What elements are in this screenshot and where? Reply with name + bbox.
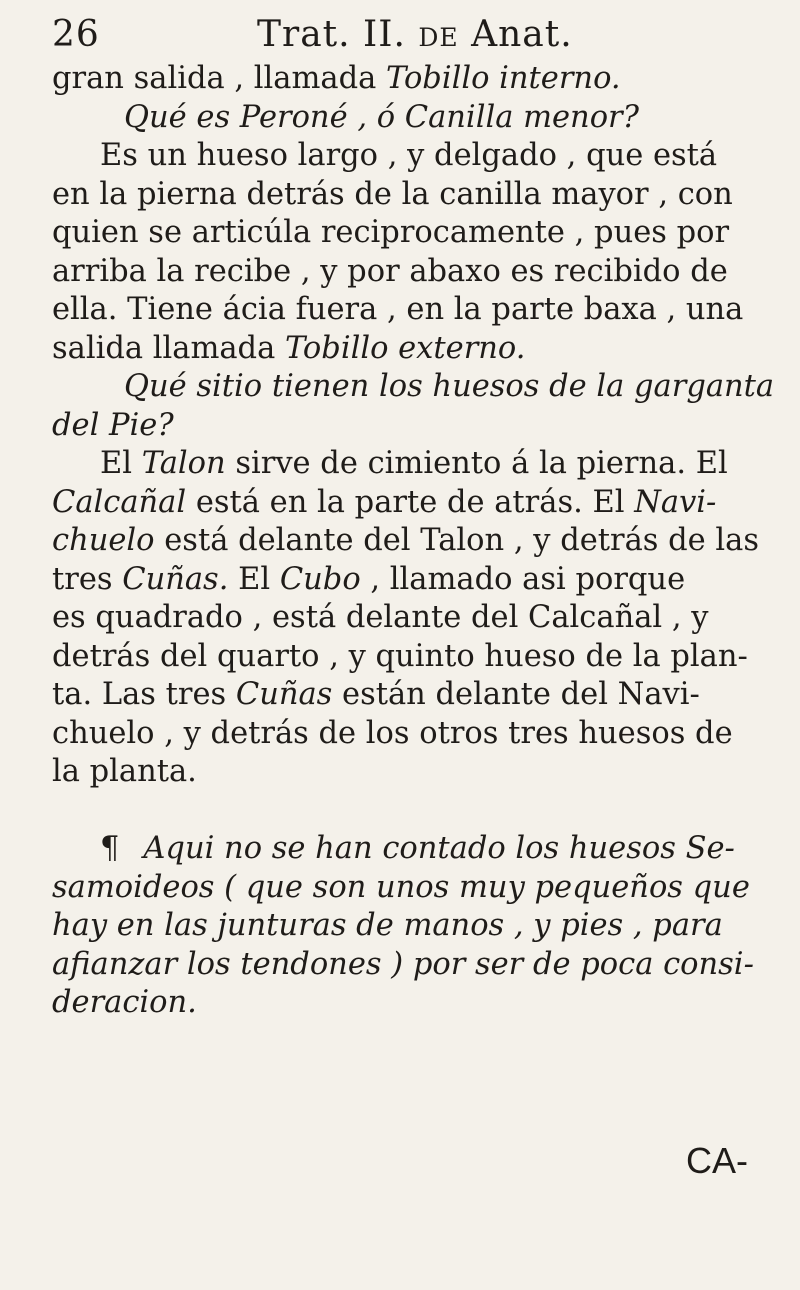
text-line: ella. Tiene ácia fuera , en la parte baxa , una <box>52 292 744 327</box>
text-line: ta. Las tres Cuñas están delante del Navi- <box>52 677 700 712</box>
question-heading: Qué es Peroné , ó Canilla menor? <box>124 99 639 135</box>
catchword: CA- <box>686 1140 748 1181</box>
text-line: El Talon sirve de cimiento á la pierna. El <box>100 446 728 481</box>
page-number: 26 <box>52 14 100 55</box>
note-line: hay en las junturas de manos , y pies , para <box>52 908 723 943</box>
text-line: salida llamada Tobillo externo. <box>52 330 526 366</box>
question-heading: Qué sitio tienen los huesos de la garganta <box>124 369 775 404</box>
question-heading-cont: del Pie? <box>52 407 174 443</box>
running-title: Trat. II. de Anat. <box>257 14 573 55</box>
note-line: samoideos ( que son unos muy pequeños que <box>52 869 750 905</box>
text-line: arriba la recibe , y por abaxo es recibido de <box>52 253 728 289</box>
text-line: detrás del quarto , y quinto hueso de la plan- <box>52 638 748 674</box>
text-line: quien se articúla reciprocamente , pues por <box>52 215 730 250</box>
page-header <box>52 14 752 58</box>
text-line: chuelo , y detrás de los otros tres huesos de <box>52 715 733 751</box>
text-line: tres Cuñas. El Cubo , llamado asi porque <box>52 561 686 597</box>
pilcrow-icon: ¶ <box>100 831 120 866</box>
text-line: la planta. <box>52 754 197 789</box>
paragraph-gap <box>52 792 752 831</box>
note-line: afianzar los tendones ) por ser de poca consi- <box>52 946 754 982</box>
text-line: Calcañal está en la parte de atrás. El Navi- <box>52 484 717 520</box>
text-line: chuelo está delante del Talon , y detrás de las <box>52 523 759 558</box>
text-line: gran salida , llamada Tobillo interno. <box>52 61 621 96</box>
text-line: en la pierna detrás de la canilla mayor , con <box>52 176 733 212</box>
text-line: Es un hueso largo , y delgado , que está <box>100 138 718 173</box>
text-line: es quadrado , está delante del Calcañal , y <box>52 600 709 635</box>
note-line: deracion. <box>52 985 197 1020</box>
note-line: ¶ Aqui no se han contado los huesos Se- <box>100 831 735 866</box>
body-text <box>52 60 775 1023</box>
